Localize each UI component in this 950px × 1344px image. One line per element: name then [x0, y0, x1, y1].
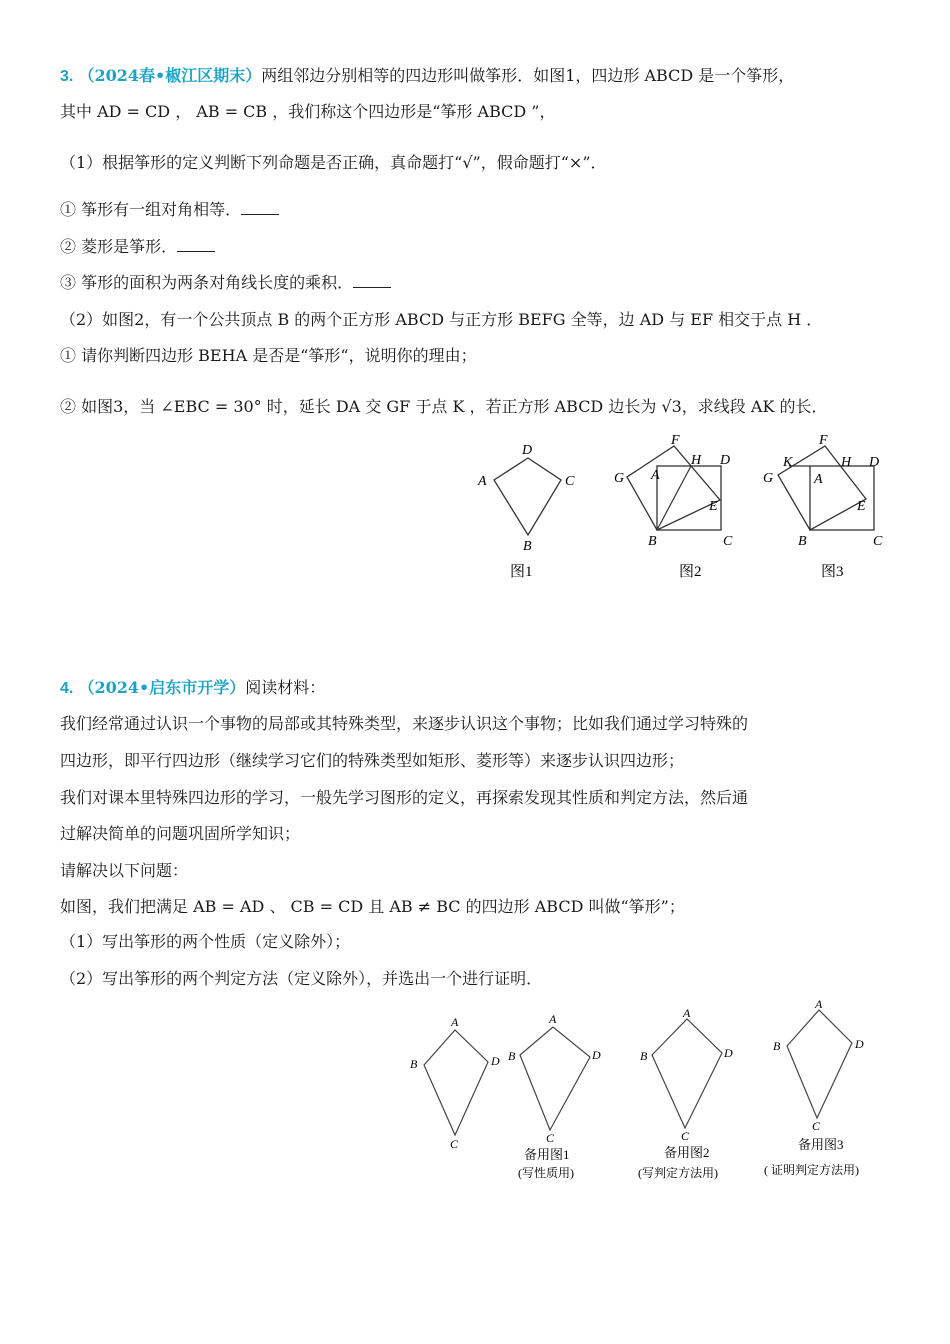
q3-part1-item1 — [60, 200, 279, 220]
spare-fig-caption-3: 备用图3 — [798, 1137, 844, 1152]
q3-part2: （2）如图2，有一个公共顶点 B 的两个正方形 ABCD 与正方形 BEFG 全等，边 AD 与 EF 相交于点 H ． — [60, 310, 823, 329]
q4-line-4: 过解决简单的问题巩固所学知识； — [60, 824, 301, 843]
label-b: B — [773, 1039, 781, 1053]
label-b: B — [648, 534, 657, 549]
q3-part1-item1-text: ① 筝形有一组对角相等． — [60, 200, 242, 219]
q4-figure-spare-2 — [630, 1005, 750, 1185]
q3-number: 3. — [60, 68, 74, 85]
label-b: B — [410, 1057, 418, 1071]
kite-shape — [652, 1019, 722, 1128]
label-d: D — [522, 443, 533, 458]
q4-line-7: （1）写出筝形的两个性质（定义除外）； — [60, 932, 351, 951]
q3-part1-item2 — [60, 237, 215, 257]
label-c: C — [565, 474, 575, 489]
label-c: C — [450, 1137, 459, 1151]
square-abcd — [657, 466, 721, 530]
q4-header-line — [60, 678, 325, 699]
label-c: C — [681, 1129, 690, 1143]
label-g: G — [614, 471, 625, 486]
label-d: D — [592, 1048, 601, 1062]
q4-line-8: （2）写出筝形的两个判定方法（定义除外），并选出一个进行证明． — [60, 969, 543, 988]
label-d: D — [724, 1046, 733, 1060]
label-a: A — [651, 468, 660, 483]
q4-line-1: 我们经常通过认识一个事物的局部或其特殊类型，来逐步认识这个事物；比如我们通过学习特殊的 — [60, 714, 749, 733]
q4-line-2: 四边形，即平行四边形（继续学习它们的特殊类型如矩形、菱形等）来逐步认识四边形； — [60, 751, 685, 770]
label-a: A — [683, 1006, 691, 1020]
answer-blank[interactable] — [177, 237, 215, 252]
q4-source: （2024•启东市开学） — [78, 678, 246, 697]
q3-figure-3 — [755, 428, 900, 585]
q3-source: （2024春•椒江区期末） — [78, 66, 262, 85]
q3-figure-1 — [470, 440, 590, 585]
q3-intro-2: 其中 AD = CD ， AB = CB ，我们称这个四边形是“筝形 ABCD ”， — [60, 102, 556, 121]
q4-title: 阅读材料： — [245, 678, 326, 697]
label-c: C — [812, 1119, 821, 1133]
kite-shape — [520, 1027, 590, 1130]
q3-intro: 两组邻边分别相等的四边形叫做筝形．如图1，四边形 ABCD 是一个筝形， — [261, 66, 795, 85]
label-h: H — [691, 453, 702, 468]
q4-figure-spare-1 — [500, 1005, 620, 1185]
fig-caption-1: 图1 — [510, 564, 533, 580]
label-a: A — [478, 474, 487, 489]
label-a: A — [814, 472, 823, 487]
label-c: C — [723, 534, 733, 549]
q4-figure-spare-3 — [762, 998, 892, 1183]
label-a: A — [451, 1015, 459, 1029]
fig-caption-3: 图3 — [821, 564, 844, 580]
kite-shape — [494, 458, 561, 535]
label-b: B — [640, 1049, 648, 1063]
label-f: F — [819, 433, 828, 448]
kite-shape — [787, 1010, 852, 1118]
answer-blank[interactable] — [353, 273, 391, 288]
label-f: F — [671, 433, 680, 448]
label-h: H — [841, 455, 852, 470]
spare-fig-caption-1: 备用图1 — [524, 1147, 570, 1162]
q3-part1-item2-text: ② 菱形是筝形． — [60, 237, 178, 256]
label-b: B — [508, 1049, 516, 1063]
q4-line-5: 请解决以下问题： — [60, 861, 189, 880]
square-befg — [627, 446, 720, 530]
answer-blank[interactable] — [241, 200, 279, 215]
q4-line-3: 我们对课本里特殊四边形的学习，一般先学习图形的定义，再探索发现其性质和判定方法，然后通 — [60, 788, 749, 807]
q3-part1-item3 — [60, 273, 391, 293]
label-k: K — [783, 455, 793, 470]
label-b: B — [798, 534, 807, 549]
label-d: D — [855, 1037, 864, 1051]
q3-part1-item3-text: ③ 筝形的面积为两条对角线长度的乘积． — [60, 273, 354, 292]
label-d: D — [720, 453, 731, 468]
label-d: D — [491, 1054, 500, 1068]
label-a: A — [815, 998, 823, 1011]
q3-part1: （1）根据筝形的定义判断下列命题是否正确，真命题打“√”，假命题打“×”． — [60, 153, 607, 172]
label-e: E — [709, 499, 718, 514]
spare-fig-note-2: (写判定方法用) — [638, 1166, 718, 1180]
q4-figure-main — [400, 1010, 510, 1155]
label-b: B — [523, 539, 532, 554]
q4-line-6: 如图，我们把满足 AB = AD 、 CB = CD 且 AB ≠ BC 的四边形 ABCD 叫做“筝形”； — [60, 897, 685, 916]
kite-shape — [424, 1030, 488, 1135]
label-c: C — [873, 534, 883, 549]
label-e: E — [857, 499, 866, 514]
q3-part2-item1: ① 请你判断四边形 BEHA 是否是“筝形“，说明你的理由； — [60, 346, 477, 365]
label-d: D — [869, 455, 880, 470]
q3-header-line — [60, 66, 794, 87]
label-g: G — [763, 471, 774, 486]
q3-figure-2 — [605, 428, 745, 585]
q4-number: 4. — [60, 680, 74, 697]
label-a: A — [549, 1012, 557, 1026]
fig-caption-2: 图2 — [679, 564, 702, 580]
label-c: C — [546, 1131, 555, 1145]
segment-bh — [657, 466, 691, 530]
q3-part2-item2: ② 如图3，当 ∠EBC = 30° 时，延长 DA 交 GF 于点 K ，若正方形 ABCD 边长为 √3，求线段 AK 的长． — [60, 397, 828, 416]
spare-fig-note-3: ( 证明判定方法用) — [764, 1163, 859, 1177]
spare-fig-caption-2: 备用图2 — [664, 1145, 710, 1160]
spare-fig-note-1: (写性质用) — [518, 1166, 574, 1180]
